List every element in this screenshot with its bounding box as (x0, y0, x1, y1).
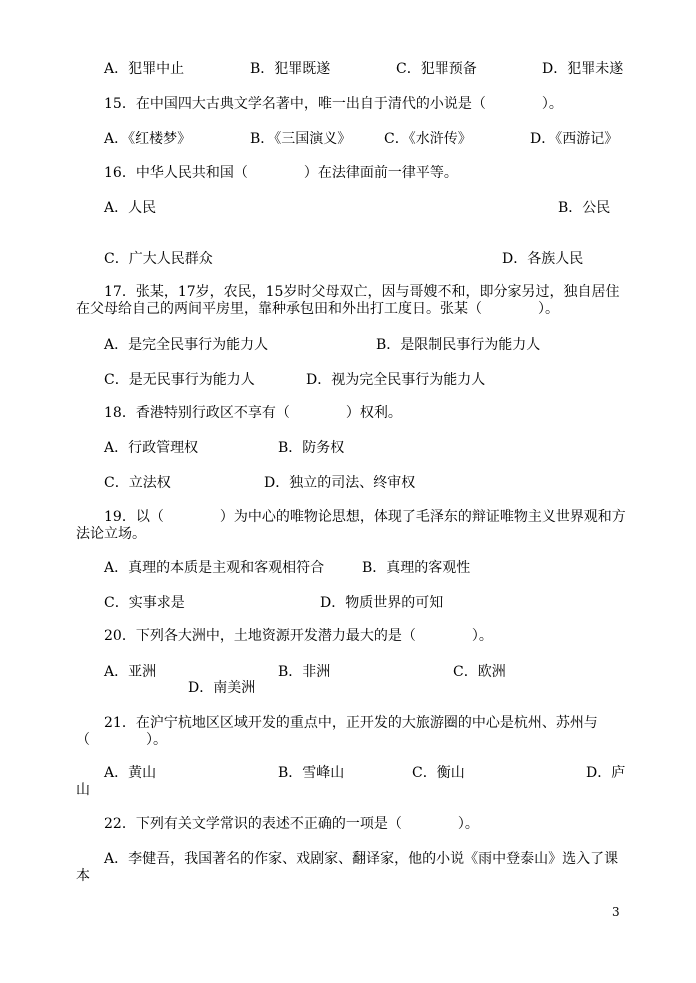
q15-option-b: B．《三国演义》 (250, 131, 352, 147)
q19-option-d: D．物质世界的可知 (320, 595, 444, 611)
q16-option-d: D．各族人民 (502, 251, 584, 267)
q21-option-d-continuation: 山 (76, 782, 90, 798)
q15-stem: 15．在中国四大古典文学名著中，唯一出自于清代的小说是（ ）。 (104, 96, 563, 112)
q16-option-a: A．人民 (104, 200, 157, 216)
q18-option-d: D．独立的司法、终审权 (264, 475, 416, 491)
q20-option-c: C．欧洲 (453, 664, 506, 680)
q19-stem-line-2: 法论立场。 (76, 526, 146, 542)
q16-option-b: B．公民 (558, 200, 611, 216)
q21-option-b: B．雪峰山 (278, 765, 345, 781)
q18-option-c: C．立法权 (104, 475, 171, 491)
q17-stem-line-2: 在父母给自己的两间平房里，靠种承包田和外出打工度日。张某（ ）。 (76, 301, 559, 317)
page-number: 3 (612, 905, 620, 919)
q17-option-a: A．是完全民事行为能力人 (104, 337, 269, 353)
q22-option-a-line-2: 本 (76, 868, 90, 884)
q14-option-b: B．犯罪既遂 (250, 61, 331, 77)
q20-option-a: A．亚洲 (104, 664, 157, 680)
q20-option-d: D．南美洲 (188, 680, 256, 696)
q15-option-c: C．《水浒传》 (384, 131, 472, 147)
q15-option-d: D．《西游记》 (530, 131, 619, 147)
q21-option-d: D．庐 (586, 765, 626, 781)
q17-option-d: D．视为完全民事行为能力人 (306, 372, 486, 388)
q14-option-a: A．犯罪中止 (104, 61, 185, 77)
q19-option-c: C．实事求是 (104, 595, 185, 611)
q17-option-b: B．是限制民事行为能力人 (376, 337, 541, 353)
q21-option-c: C．衡山 (412, 765, 465, 781)
q14-option-d: D．犯罪未遂 (542, 61, 624, 77)
q20-stem: 20．下列各大洲中，土地资源开发潜力最大的是（ ）。 (104, 628, 493, 644)
q21-option-a: A．黄山 (104, 765, 157, 781)
q17-stem-line-1: 17．张某，17岁，农民，15岁时父母双亡，因与哥嫂不和，即分家另过，独自居住 (104, 284, 620, 300)
q18-option-b: B．防务权 (278, 440, 345, 456)
q14-option-c: C．犯罪预备 (396, 61, 477, 77)
q21-stem-line-1: 21．在沪宁杭地区区域开发的重点中，正开发的大旅游圈的中心是杭州、苏州与 (104, 715, 598, 731)
q21-stem-line-2: （ ）。 (76, 732, 167, 748)
q15-option-a: A．《红楼梦》 (104, 131, 192, 147)
q20-option-b: B．非洲 (278, 664, 331, 680)
q22-stem: 22．下列有关文学常识的表述不正确的一项是（ ）。 (104, 816, 479, 832)
q16-stem: 16．中华人民共和国（ ）在法律面前一律平等。 (104, 165, 458, 181)
q19-option-a: A．真理的本质是主观和客观相符合 (104, 560, 325, 576)
q22-option-a-line-1: A．李健吾，我国著名的作家、戏剧家、翻译家，他的小说《雨中登泰山》选入了课 (104, 851, 619, 867)
q16-option-c: C．广大人民群众 (104, 251, 213, 267)
q18-stem: 18．香港特别行政区不享有（ ）权利。 (104, 405, 402, 421)
q19-stem-line-1: 19．以（ ）为中心的唯物论思想，体现了毛泽东的辩证唯物主义世界观和方 (104, 509, 626, 525)
q19-option-b: B．真理的客观性 (362, 560, 471, 576)
q17-option-c: C．是无民事行为能力人 (104, 372, 255, 388)
q18-option-a: A．行政管理权 (104, 440, 199, 456)
